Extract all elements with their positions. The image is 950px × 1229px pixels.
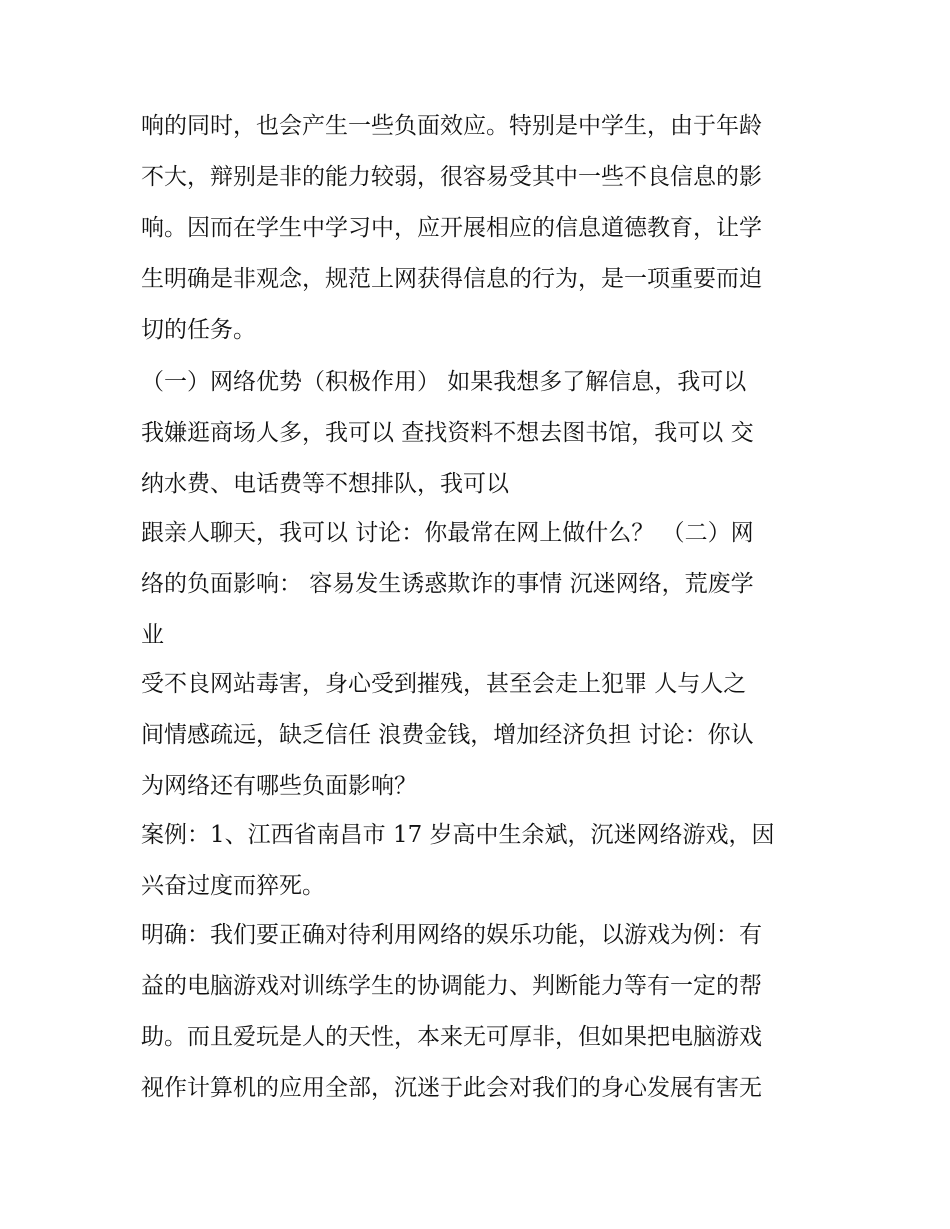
text-line: 业 bbox=[141, 622, 164, 648]
text-line: 益的电脑游戏对训练学生的协调能力、判断能力等有一定的帮 bbox=[141, 973, 762, 999]
text-line: 生明确是非观念，规范上网获得信息的行为，是一项重要而迫 bbox=[141, 266, 762, 292]
text-line: 响的同时，也会产生一些负面效应。特别是中学生，由于年龄 bbox=[141, 113, 762, 139]
text-line: 络的负面影响： 容易发生诱惑欺诈的事情 沉迷网络，荒废学 bbox=[141, 571, 754, 597]
paragraph-intro bbox=[141, 101, 813, 356]
text-line: 间情感疏远，缺乏信任 浪费金钱，增加经济负担 讨论：你认 bbox=[141, 722, 754, 748]
text-line: 助。而且爱玩是人的天性，本来无可厚非，但如果把电脑游戏 bbox=[141, 1024, 762, 1050]
text-line: 案例：1、江西省南昌市 17 岁高中生余斌，沉迷网络游戏，因 bbox=[141, 822, 775, 848]
paragraph-advantages bbox=[141, 357, 813, 510]
paragraph-harms bbox=[141, 659, 813, 812]
text-line: 纳水费、电话费等不想排队，我可以 bbox=[141, 471, 509, 497]
text-line: 切的任务。 bbox=[141, 317, 256, 343]
paragraph-negative-effects bbox=[141, 508, 813, 661]
text-line: 明确：我们要正确对待利用网络的娱乐功能，以游戏为例：有 bbox=[141, 922, 762, 948]
text-line: （一）网络优势（积极作用） 如果我想多了解信息，我可以 bbox=[141, 369, 747, 395]
text-line: 不大，辩别是非的能力较弱，很容易受其中一些不良信息的影 bbox=[141, 164, 762, 190]
text-line: 为网络还有哪些负面影响？ bbox=[141, 773, 417, 799]
text-line: 跟亲人聊天，我可以 讨论：你最常在网上做什么？ （二）网 bbox=[141, 520, 754, 546]
paragraph-case bbox=[141, 810, 813, 912]
text-line: 我嫌逛商场人多，我可以 查找资料不想去图书馆，我可以 交 bbox=[141, 420, 754, 446]
text-line: 兴奋过度而猝死。 bbox=[141, 873, 325, 899]
text-line: 受不良网站毒害，身心受到摧残，甚至会走上犯罪 人与人之 bbox=[141, 671, 747, 697]
text-line: 视作计算机的应用全部，沉迷于此会对我们的身心发展有害无 bbox=[141, 1075, 762, 1101]
paragraph-conclusion bbox=[141, 910, 813, 1114]
text-line: 响。因而在学生中学习中，应开展相应的信息道德教育，让学 bbox=[141, 215, 762, 241]
